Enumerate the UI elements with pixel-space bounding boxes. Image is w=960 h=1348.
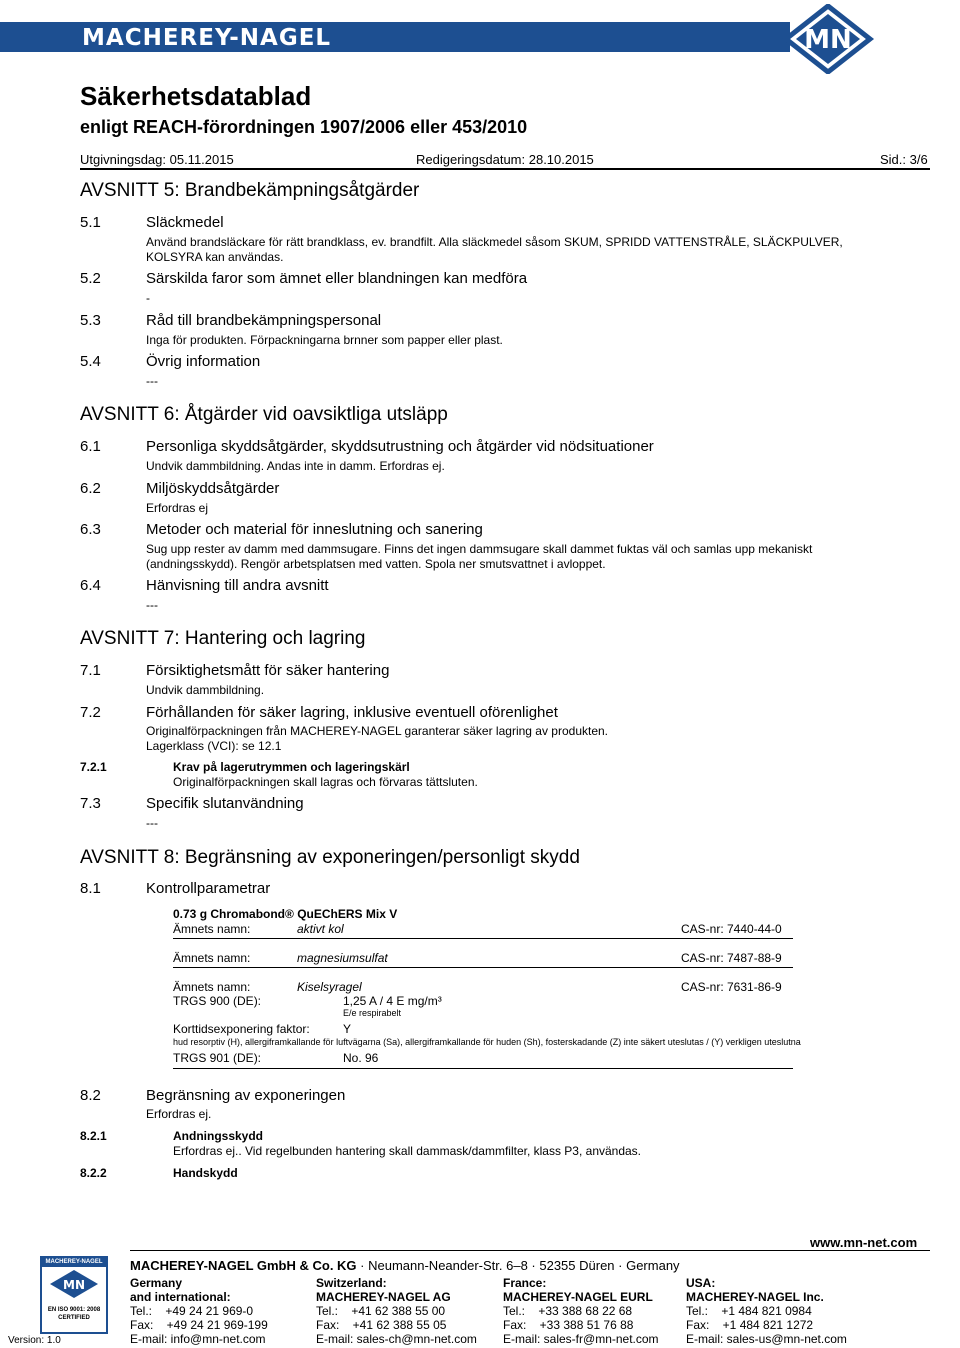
office-usa-email[interactable]: E-mail: sales-us@mn-net.com — [686, 1332, 847, 1346]
subheading-number: 7.2.1 — [80, 760, 107, 774]
section-8-title: AVSNITT 8: Begränsning av exponeringen/personligt skydd — [80, 847, 580, 868]
version-label: Version: 1.0 — [8, 1335, 61, 1346]
body-text: Inga för produkten. Förpackningarna brnner som papper eller plast. — [146, 333, 503, 347]
heading-safe-handling: Försiktighetsmått för säker hantering — [146, 662, 390, 679]
office-france-heading: France: — [503, 1276, 547, 1290]
heading-number: 5.1 — [80, 214, 101, 231]
cas-number: CAS-nr: 7487-88-9 — [681, 951, 782, 965]
substance-label: Ämnets namn: — [173, 951, 251, 965]
subheading-number: 8.2.1 — [80, 1129, 107, 1143]
body-text: - — [146, 291, 150, 305]
heading-number: 5.3 — [80, 312, 101, 329]
company-line — [130, 1259, 680, 1273]
heading-number: 8.2 — [80, 1087, 101, 1104]
office-france-phone: Tel.: +33 388 68 22 68 — [503, 1304, 633, 1318]
page-number: Sid.: 3/6 — [880, 152, 928, 167]
office-usa-phone: Tel.: +1 484 821 0984 — [686, 1304, 812, 1318]
cert-certified: CERTIFIED — [58, 1315, 90, 1321]
subheading-respiratory-protection: Andningsskydd — [173, 1129, 264, 1143]
brand-name: MACHEREY-NAGEL — [82, 25, 332, 51]
heading-specific-end-use: Specifik slutanvändning — [146, 795, 304, 812]
office-switzerland-fax: Fax: +41 62 388 55 05 — [316, 1318, 447, 1332]
substance-name: magnesiumsulfat — [297, 951, 388, 965]
section-6-title: AVSNITT 6: Åtgärder vid oavsiktliga utsläpp — [80, 404, 448, 425]
substance-label: Ämnets namn: — [173, 980, 251, 994]
table-rule — [173, 967, 793, 968]
heading-containment-methods: Metoder och material för inneslutning och sanering — [146, 521, 483, 538]
heading-number: 6.2 — [80, 480, 101, 497]
heading-number: 5.2 — [80, 270, 101, 287]
office-germany-email[interactable]: E-mail: info@mn-net.com — [130, 1332, 266, 1346]
office-usa-subheading: MACHEREY-NAGEL Inc. — [686, 1290, 824, 1304]
trgs901-value: No. 96 — [343, 1051, 379, 1065]
office-switzerland-phone: Tel.: +41 62 388 55 00 — [316, 1304, 446, 1318]
office-switzerland-email[interactable]: E-mail: sales-ch@mn-net.com — [316, 1332, 477, 1346]
office-usa-fax: Fax: +1 484 821 1272 — [686, 1318, 814, 1332]
body-text: KOLSYRA kan användas. — [146, 250, 284, 264]
heading-control-parameters: Kontrollparametrar — [146, 880, 271, 897]
mn-logo-icon — [780, 4, 876, 74]
heading-firefighter-advice: Råd till brandbekämpningspersonal — [146, 312, 382, 329]
office-germany-heading: Germany — [130, 1276, 183, 1290]
heading-number: 8.1 — [80, 880, 101, 897]
mn-small-logo-icon — [42, 1267, 106, 1301]
substance-name: Kiselsyragel — [297, 980, 362, 994]
cas-number: CAS-nr: 7440-44-0 — [681, 922, 782, 936]
body-text: --- — [146, 816, 158, 830]
document-title: Säkerhetsdatablad — [80, 81, 312, 111]
heading-personal-precautions: Personliga skyddsåtgärder, skyddsutrustning och åtgärder vid nödsituationer — [146, 438, 654, 455]
cert-brand: MACHEREY-NAGEL — [42, 1258, 106, 1267]
trgs900-note: E/e respirabelt — [343, 1008, 402, 1018]
body-text: Erfordras ej.. Vid regelbunden hantering skall dammask/dammfilter, klass P3, användas. — [173, 1144, 642, 1158]
section-5-title: AVSNITT 5: Brandbekämpningsåtgärder — [80, 180, 420, 201]
revision-date: Redigeringsdatum: 28.10.2015 — [416, 152, 594, 167]
office-france-subheading: MACHEREY-NAGEL EURL — [503, 1290, 653, 1304]
heading-number: 7.3 — [80, 795, 101, 812]
table-rule — [173, 1068, 793, 1069]
iso-certificate-badge — [40, 1256, 108, 1334]
office-france-email[interactable]: E-mail: sales-fr@mn-net.com — [503, 1332, 659, 1346]
office-usa-heading: USA: — [686, 1276, 716, 1290]
trgs901-label: TRGS 901 (DE): — [173, 1051, 262, 1065]
heading-references: Hänvisning till andra avsnitt — [146, 577, 329, 594]
heading-special-hazards: Särskilda faror som ämnet eller blandningen kan medföra — [146, 270, 528, 287]
body-text: Lagerklass (VCI): se 12.1 — [146, 739, 282, 753]
company-name: MACHEREY-NAGEL GmbH & Co. KG — [130, 1258, 357, 1273]
body-text: --- — [146, 374, 158, 388]
heading-number: 7.1 — [80, 662, 101, 679]
cert-iso: EN ISO 9001: 2008 — [47, 1307, 101, 1313]
subheading-number: 8.2.2 — [80, 1166, 107, 1180]
body-text: Originalförpackningen från MACHEREY-NAGEL garanterar säker lagring av produkten. — [146, 724, 609, 738]
legend-text: hud resorptiv (H), allergiframkallande för luftvägarna (Sa), allergiframkallande för huden (Sh), fosterskadande (Z) inte säkert uteslutas / (Y) verkligen uteslutna — [173, 1037, 801, 1047]
body-text: Undvik dammbildning. Andas inte in damm. Erfordras ej. — [146, 459, 445, 473]
short-term-label: Korttidsexponering faktor: — [173, 1022, 310, 1036]
short-term-value: Y — [343, 1022, 352, 1036]
header-rule — [80, 168, 930, 170]
document-subtitle: enligt REACH-förordningen 1907/2006 eller 453/2010 — [80, 117, 528, 137]
office-switzerland-heading: Switzerland: — [316, 1276, 387, 1290]
heading-exposure-controls: Begränsning av exponeringen — [146, 1087, 346, 1104]
issue-date: Utgivningsdag: 05.11.2015 — [80, 152, 234, 167]
website-link[interactable]: www.mn-net.com — [810, 1235, 918, 1250]
body-text: Sug upp rester av damm med dammsugare. Finns det ingen dammsugare skall dammet fuktas väl och samlas upp mekaniskt — [146, 542, 813, 556]
body-text: --- — [146, 598, 158, 612]
product-name: 0.73 g Chromabond® QuEChERS Mix V — [173, 907, 398, 921]
office-france-fax: Fax: +33 388 51 76 88 — [503, 1318, 634, 1332]
body-text: Använd brandsläckare för rätt brandklass, ev. brandfilt. Alla släckmedel såsom SKUM, SPRIDD VATTENSTRÅLE, SLÄCKPULVER, — [146, 235, 843, 249]
heading-extinguishing-media: Släckmedel — [146, 214, 224, 231]
svg-text:MN: MN — [63, 1278, 85, 1292]
office-germany-fax: Fax: +49 24 21 969-199 — [130, 1318, 268, 1332]
table-rule — [173, 938, 793, 939]
trgs900-value: 1,25 A / 4 E mg/m³ — [343, 994, 442, 1008]
body-text: Erfordras ej. — [146, 1107, 212, 1121]
office-switzerland-subheading: MACHEREY-NAGEL AG — [316, 1290, 451, 1304]
section-7-title: AVSNITT 7: Hantering och lagring — [80, 628, 366, 649]
company-address: · Neumann-Neander-Str. 6–8 · 52355 Düren · Germany — [356, 1258, 680, 1273]
heading-number: 6.4 — [80, 577, 101, 594]
cas-number: CAS-nr: 7631-86-9 — [681, 980, 782, 994]
heading-environmental-precautions: Miljöskyddsåtgärder — [146, 480, 280, 497]
heading-safe-storage: Förhållanden för säker lagring, inklusive eventuell oförenlighet — [146, 704, 558, 721]
body-text: Originalförpackningen skall lagras och förvaras tättsluten. — [173, 775, 478, 789]
trgs900-label: TRGS 900 (DE): — [173, 994, 262, 1008]
substance-name: aktivt kol — [297, 922, 344, 936]
heading-number: 5.4 — [80, 353, 101, 370]
body-text: (andningsskydd). Rengör arbetsplatsen med vatten. Spola ner smutsvattnet i avloppet. — [146, 557, 606, 571]
heading-other-information: Övrig information — [146, 353, 261, 370]
subheading-storage-requirements: Krav på lagerutrymmen och lageringskärl — [173, 760, 410, 774]
heading-number: 7.2 — [80, 704, 101, 721]
substance-label: Ämnets namn: — [173, 922, 251, 936]
body-text: Undvik dammbildning. — [146, 683, 265, 697]
heading-number: 6.1 — [80, 438, 101, 455]
svg-text:MN: MN — [804, 25, 852, 55]
heading-number: 6.3 — [80, 521, 101, 538]
footer-rule — [130, 1250, 930, 1251]
office-germany-subheading: and international: — [130, 1290, 231, 1304]
office-germany-phone: Tel.: +49 24 21 969-0 — [130, 1304, 254, 1318]
body-text: Erfordras ej — [146, 501, 209, 515]
subheading-hand-protection: Handskydd — [173, 1166, 238, 1180]
